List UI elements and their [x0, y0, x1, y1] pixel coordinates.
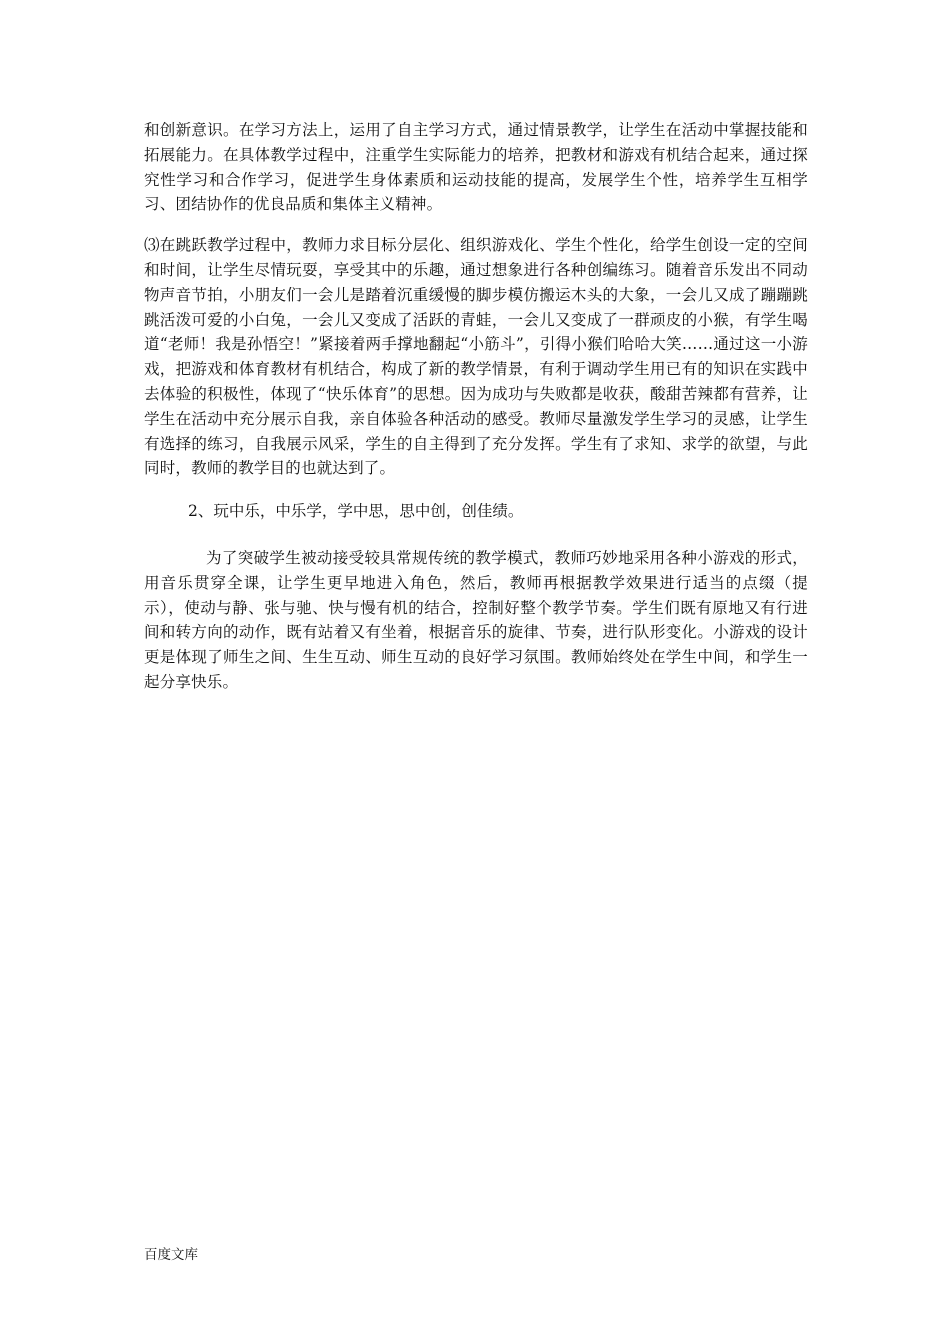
paragraph-jumping-teaching: ⑶在跳跃教学过程中，教师力求目标分层化、组织游戏化、学生个性化，给学生创设一定的空间和时间，让学生尽情玩耍，享受其中的乐趣，通过想象进行各种创编练习。随着音乐发出不同动物声音节拍，小朋友们一会儿是踏着沉重缓慢的脚步模仿搬运木头的大象，一会儿又成了蹦蹦跳跳活泼可爱的小白兔，一会儿又变成了活跃的青蛙，一会儿又变成了一群顽皮的小猴，有学生喝道“老师！我是孙悟空！”紧接着两手撑地翻起“小筋斗”，引得小猴们哈哈大笑……通过这一小游戏，把游戏和体育教材有机结合，构成了新的教学情景，有利于调动学生用已有的知识在实践中去体验的积极性，体现了“快乐体育”的思想。因为成功与失败都是收获，酸甜苦辣都有营养，让学生在活动中充分展示自我，亲自体验各种活动的感受。教师尽量激发学生学习的灵感，让学生有选择的练习，自我展示风采，学生的自主得到了充分发挥。学生有了求知、求学的欲望，与此同时，教师的教学目的也就达到了。	[144, 236, 808, 478]
footer-label: 百度文库	[144, 1247, 198, 1263]
document-body	[144, 118, 808, 695]
paragraph-innovation: 和创新意识。在学习方法上，运用了自主学习方式，通过情景教学，让学生在活动中掌握技能和拓展能力。在具体教学过程中，注重学生实际能力的培养，把教材和游戏有机结合起来，通过探究性学习和合作学习，促进学生身体素质和运动技能的提高，发展学生个性，培养学生互相学习、团结协作的优良品质和集体主义精神。	[144, 121, 808, 214]
section-heading-2: 2、玩中乐，中乐学，学中思，思中创，创佳绩。	[188, 502, 524, 521]
paragraph-games-music: 为了突破学生被动接受较具常规传统的教学模式，教师巧妙地采用各种小游戏的形式，用音乐贯穿全课，让学生更早地进入角色，然后，教师再根据教学效果进行适当的点缀（提示），使动与静、张与驰、快与慢有机的结合，控制好整个教学节奏。学生们既有原地又有行进间和转方向的动作，既有站着又有坐着，根据音乐的旋律、节奏，进行队形变化。小游戏的设计更是体现了师生之间、生生互动、师生互动的良好学习氛围。教师始终处在学生中间，和学生一起分享快乐。	[144, 548, 808, 691]
